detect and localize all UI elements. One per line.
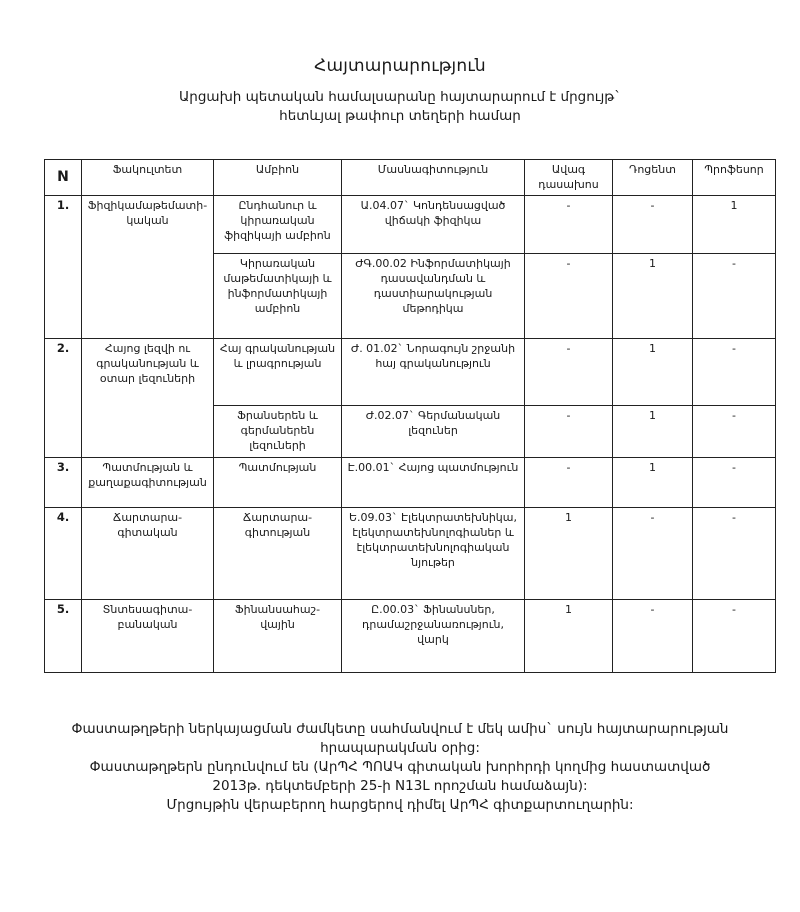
- row-number: 2.: [45, 339, 82, 458]
- chair-cell: Պատմության: [214, 458, 342, 508]
- footer-line: հրապարակման օրից:: [320, 740, 480, 756]
- header-specialty: Մասնագիտություն: [342, 160, 525, 196]
- specialty-cell: Ժ. 01.02` Նորագույն շրջանի հայ գրականություն: [342, 339, 525, 406]
- faculty-cell: Ճարտարա-գիտական: [82, 508, 214, 600]
- senior-lecturer-count: -: [525, 196, 613, 254]
- header-senior-lecturer: Ավագ դասախոս: [525, 160, 613, 196]
- header-chair: Ամբիոն: [214, 160, 342, 196]
- professor-count: -: [693, 508, 776, 600]
- row-number: 4.: [45, 508, 82, 600]
- faculty-cell: Տնտեսագիտա-բանական: [82, 600, 214, 673]
- faculty-cell: Հայոց լեզվի ու գրականության և օտար լեզուների: [82, 339, 214, 458]
- specialty-cell: Է.00.01` Հայոց պատմություն: [342, 458, 525, 508]
- professor-count: -: [693, 254, 776, 339]
- row-number: 1.: [45, 196, 82, 339]
- chair-cell: Հայ գրականության և լրագրության: [214, 339, 342, 406]
- senior-lecturer-count: -: [525, 339, 613, 406]
- specialty-cell: ԺԳ.00.02 Ինֆորմատիկայի դասավանդման և դաստիարակության մեթոդիկա: [342, 254, 525, 339]
- professor-count: -: [693, 406, 776, 458]
- senior-lecturer-count: 1: [525, 508, 613, 600]
- table-row: [45, 600, 776, 673]
- header-n: N: [45, 160, 82, 196]
- vacancies-table: [44, 159, 776, 673]
- docent-count: -: [613, 600, 693, 673]
- senior-lecturer-count: -: [525, 406, 613, 458]
- docent-count: -: [613, 508, 693, 600]
- faculty-cell: Ֆիզիկամաթեմատի-կական: [82, 196, 214, 339]
- table-row: [45, 196, 776, 254]
- docent-count: -: [613, 196, 693, 254]
- senior-lecturer-count: -: [525, 254, 613, 339]
- subtitle-line: հետևյալ թափուր տեղերի համար: [279, 108, 521, 124]
- table-header-row: [45, 160, 776, 196]
- specialty-cell: Ժ.02.07` Գերմանական լեզուներ: [342, 406, 525, 458]
- footer-line: Փաստաթղթերն ընդունվում են (ԱրՊՀ ՊՈԱԿ գիտական խորհրդի կողմից հաստատված: [89, 759, 711, 775]
- chair-cell: Ֆրանսերեն և գերմաներեն լեզուների: [214, 406, 342, 458]
- chair-cell: Ֆինանսահաշ-վային: [214, 600, 342, 673]
- docent-count: 1: [613, 254, 693, 339]
- specialty-cell: Ը.00.03` Ֆինանսներ, դրամաշրջանառություն, վարկ: [342, 600, 525, 673]
- footer-line: Փաստաթղթերի ներկայացման ժամկետը սահմանվում է մեկ ամիս` սույն հայտարարության: [71, 721, 729, 737]
- footer-notice: [0, 720, 800, 815]
- subtitle: [0, 88, 800, 126]
- docent-count: 1: [613, 339, 693, 406]
- senior-lecturer-count: -: [525, 458, 613, 508]
- row-number: 3.: [45, 458, 82, 508]
- chair-cell: Ընդհանուր և կիրառական ֆիզիկայի ամբիոն: [214, 196, 342, 254]
- row-number: 5.: [45, 600, 82, 673]
- docent-count: 1: [613, 406, 693, 458]
- footer-line: Մրցույթին վերաբերող հարցերով դիմել ԱրՊՀ գիտքարտուղարին:: [166, 797, 634, 813]
- chair-cell: Ճարտարա-գիտության: [214, 508, 342, 600]
- table-row: [45, 508, 776, 600]
- professor-count: -: [693, 339, 776, 406]
- faculty-cell: Պատմության և քաղաքագիտության: [82, 458, 214, 508]
- table-row: [45, 339, 776, 406]
- professor-count: 1: [693, 196, 776, 254]
- table-row: [45, 458, 776, 508]
- header-professor: Պրոֆեսոր: [693, 160, 776, 196]
- professor-count: -: [693, 458, 776, 508]
- subtitle-line: Արցախի պետական համալսարանը հայտարարում է մրցույթ`: [178, 89, 622, 105]
- professor-count: -: [693, 600, 776, 673]
- header-docent: Դոցենտ: [613, 160, 693, 196]
- footer-line: 2013թ. դեկտեմբերի 25-ի N13Լ որոշման համաձայն):: [212, 778, 588, 794]
- specialty-cell: Ա.04.07` Կոնդենսացված վիճակի ֆիզիկա: [342, 196, 525, 254]
- senior-lecturer-count: 1: [525, 600, 613, 673]
- chair-cell: Կիրառական մաթեմատիկայի և ինֆորմատիկայի ամբիոն: [214, 254, 342, 339]
- header-faculty: Ֆակուլտետ: [82, 160, 214, 196]
- page-title: Հայտարարություն: [314, 56, 486, 76]
- docent-count: 1: [613, 458, 693, 508]
- specialty-cell: Ե.09.03` Էլեկտրատեխնիկա, էլեկտրատեխնոլոգիաներ և էլեկտրատեխնոլոգիական նյութեր: [342, 508, 525, 600]
